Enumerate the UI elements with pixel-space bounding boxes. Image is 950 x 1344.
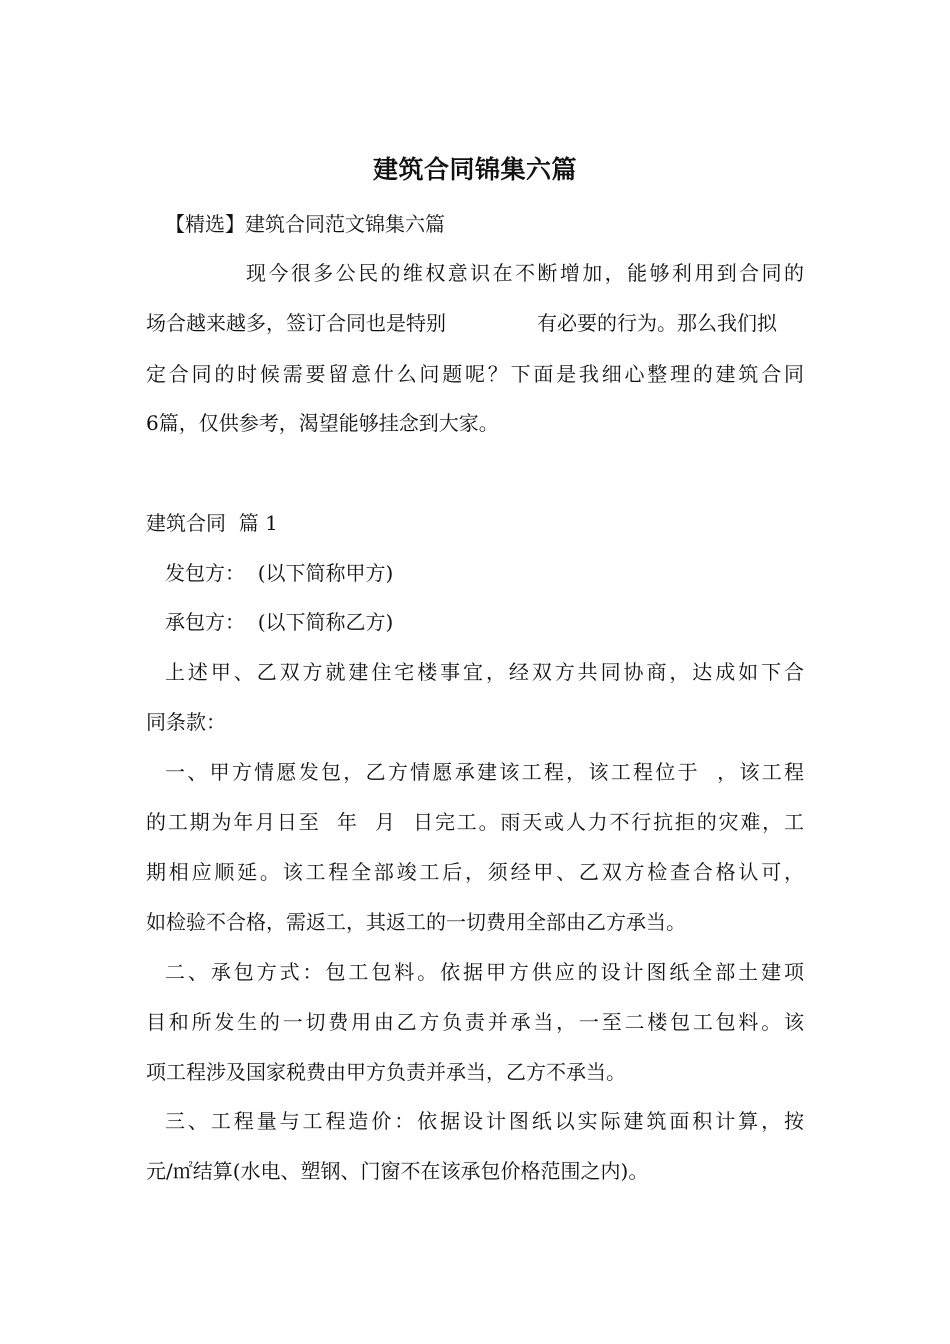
clause1-line-2: 的工期为年月日至 年 月 日完工。雨天或人力不行抗拒的灾难，工 — [146, 810, 804, 834]
clause2-line-2: 目和所发生的一切费用由乙方负责并承当，一至二楼包工包料。该 — [146, 1010, 804, 1034]
clause1-line-4: 如检验不合格，需返工，其返工的一切费用全部由乙方承当。 — [146, 910, 686, 934]
intro-line-4: 6篇，仅供参考，渴望能够挂念到大家。 — [146, 411, 499, 435]
document-title: 建筑合同锦集六篇 — [372, 155, 577, 184]
preamble-line-1: 上述甲、乙双方就建住宅楼事宜，经双方共同协商，达成如下合 — [165, 660, 804, 684]
clause2-line-1: 二、承包方式：包工包料。依据甲方供应的设计图纸全部土建项 — [165, 960, 804, 984]
intro-line-2b: 有必要的行为。那么我们拟 — [537, 311, 777, 335]
preamble-line-2: 同条款： — [146, 710, 226, 734]
section-heading: 建筑合同 篇 1 — [146, 511, 278, 535]
document-subtitle: 【精选】建筑合同范文锦集六篇 — [165, 212, 445, 236]
intro-line-2a: 场合越来越多，签订合同也是特别 — [146, 311, 446, 335]
clause3-line-2: 元/㎡结算(水电、塑钢、门窗不在该承包价格范围之内)。 — [146, 1159, 649, 1183]
party-b-line: 承包方： (以下简称乙方) — [165, 610, 394, 634]
party-a-line: 发包方： (以下简称甲方) — [165, 561, 394, 585]
clause2-line-3: 项工程涉及国家税费由甲方负责并承当，乙方不承当。 — [146, 1060, 626, 1084]
clause1-line-3: 期相应顺延。该工程全部竣工后，须经甲、乙双方检查合格认可， — [146, 860, 804, 884]
intro-line-1: 现今很多公民的维权意识在不断增加，能够利用到合同的 — [246, 261, 804, 285]
clause1-line-1: 一、甲方情愿发包，乙方情愿承建该工程，该工程位于 ，该工程 — [165, 760, 804, 784]
clause3-line-1: 三、工程量与工程造价：依据设计图纸以实际建筑面积计算，按 — [165, 1109, 804, 1133]
intro-line-3: 定合同的时候需要留意什么问题呢？下面是我细心整理的建筑合同 — [146, 362, 804, 386]
